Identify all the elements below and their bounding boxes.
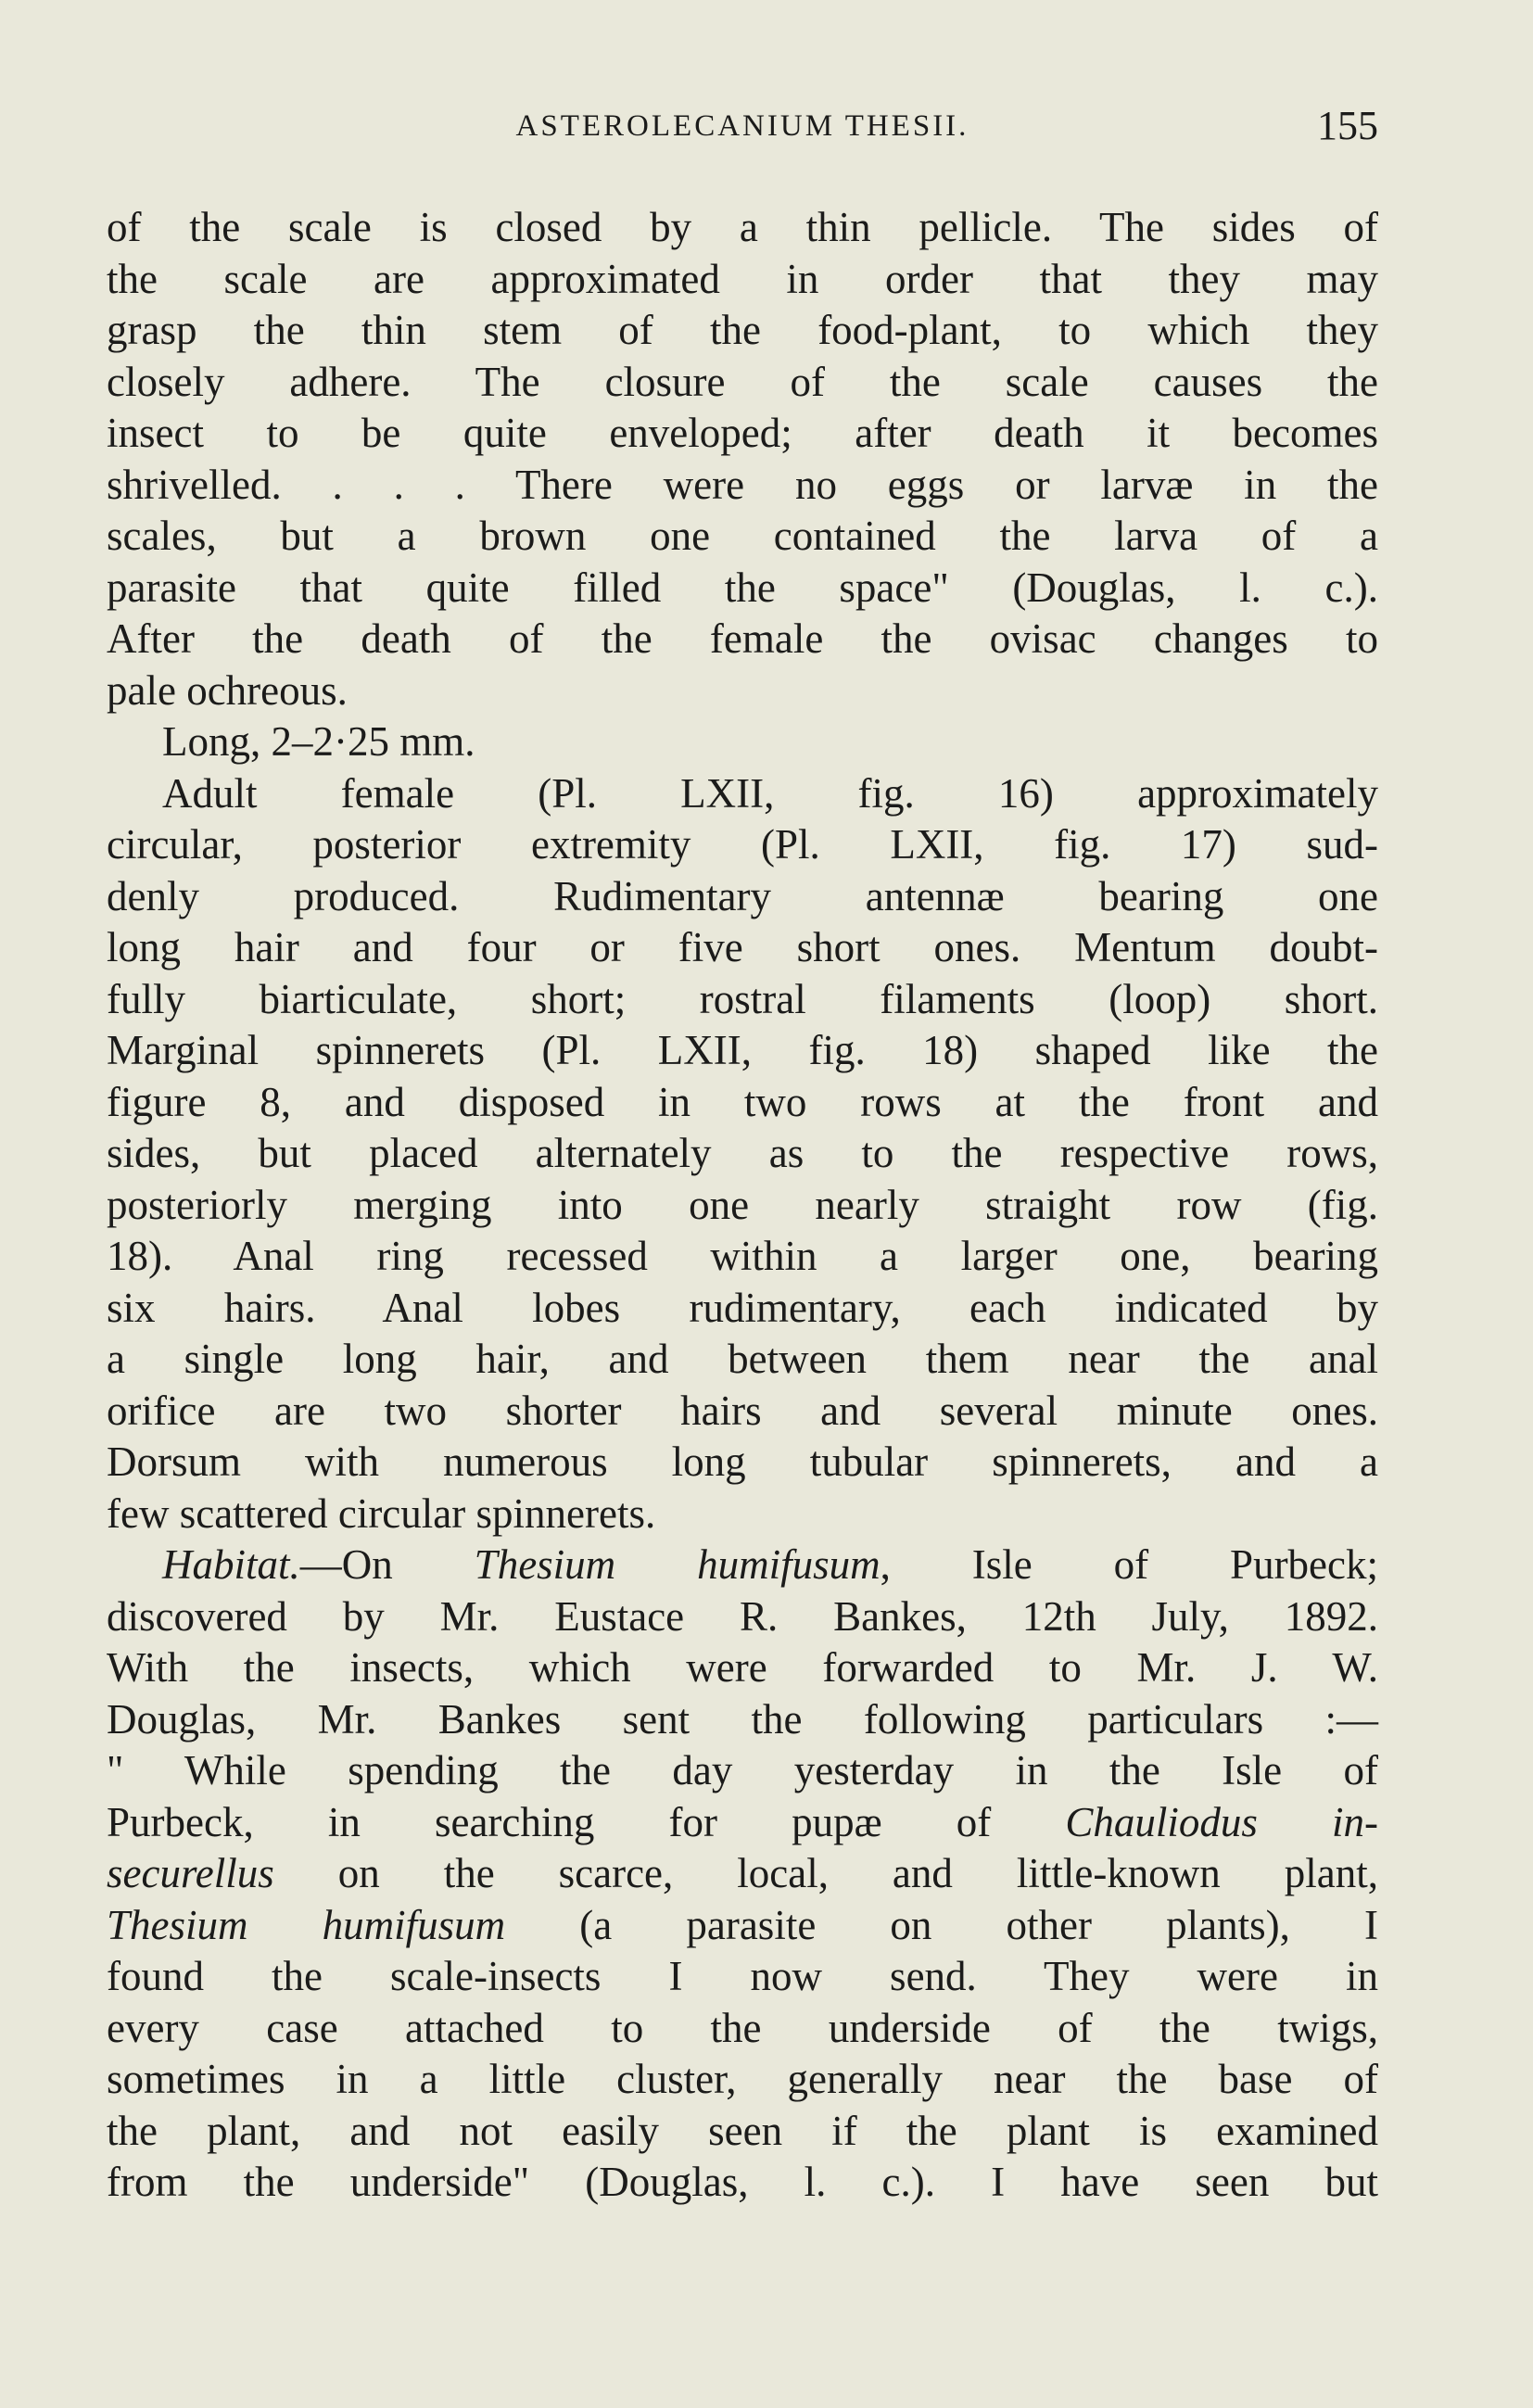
species-name: Thesium humifusum: [474, 1541, 881, 1588]
text-line: 18). Anal ring recessed within a larger one, bearing: [107, 1233, 1378, 1279]
running-title: ASTEROLECANIUM THESII.: [515, 109, 969, 143]
text-line: figure 8, and disposed in two rows at the front and: [107, 1078, 1378, 1125]
text-line: long hair and four or five short ones. Mentum doubt-: [107, 924, 1378, 970]
text-line: pale ochreous.: [107, 666, 348, 714]
text-line: orifice are two shorter hairs and several minute ones.: [107, 1387, 1378, 1434]
text-line: [107, 1797, 1378, 1849]
text-line: the plant, and not easily seen if the plant is examined: [107, 2107, 1378, 2154]
text-line: shrivelled. . . . There were no eggs or larvæ in the: [107, 461, 1378, 508]
text-segment: Purbeck, in searching for pupæ of: [107, 1798, 1066, 1845]
species-name: Chauliodus in-: [1065, 1798, 1378, 1845]
text-line: After the death of the female the ovisac changes to: [107, 615, 1378, 662]
species-name: Thesium humifusum: [107, 1901, 506, 1948]
text-line: Adult female (Pl. LXII, fig. 16) approximately: [162, 769, 1378, 817]
text-line: found the scale-insects I now send. They were in: [107, 1953, 1378, 1999]
text-line: Douglas, Mr. Bankes sent the following particulars :—: [107, 1695, 1378, 1743]
text-line: every case attached to the underside of the twigs,: [107, 2004, 1378, 2051]
text-segment: , Isle of Purbeck;: [880, 1541, 1378, 1588]
running-header: [107, 100, 1378, 156]
text-line: grasp the thin stem of the food-plant, to which they: [107, 307, 1378, 353]
text-line: [107, 1848, 1378, 1900]
text-line: the scale are approximated in order that they may: [107, 255, 1378, 302]
text-line: discovered by Mr. Eustace R. Bankes, 12th July, 1892.: [107, 1592, 1378, 1640]
text-line: [107, 1900, 1378, 1952]
text-line: With the insects, which were forwarded to Mr. J. W.: [107, 1644, 1378, 1691]
text-line: closely adhere. The closure of the scale causes the: [107, 358, 1378, 405]
text-segment: —On: [299, 1541, 475, 1588]
text-segment: (a parasite on other plants), I: [505, 1901, 1378, 1948]
text-line: from the underside" (Douglas, l. c.). I have seen but: [107, 2159, 1378, 2205]
page-number: 155: [1317, 103, 1378, 148]
text-line: Dorsum with numerous long tubular spinnerets, and a: [107, 1438, 1378, 1485]
text-line: six hairs. Anal lobes rudimentary, each indicated by: [107, 1284, 1378, 1331]
text-line: scales, but a brown one contained the larva of a: [107, 513, 1378, 559]
text-line: fully biarticulate, short; rostral filaments (loop) short.: [107, 975, 1378, 1022]
text-line: sometimes in a little cluster, generally near the base of: [107, 2056, 1378, 2102]
text-line: of the scale is closed by a thin pellicle. The sides of: [107, 204, 1378, 250]
text-line: sides, but placed alternately as to the respective rows,: [107, 1130, 1378, 1176]
body-text: [107, 202, 1378, 2209]
text-line: Marginal spinnerets (Pl. LXII, fig. 18) shaped like the: [107, 1027, 1378, 1073]
text-line: circular, posterior extremity (Pl. LXII, fig. 17) sud-: [107, 821, 1378, 868]
text-line: parasite that quite filled the space" (Douglas, l. c.).: [107, 564, 1378, 611]
habitat-label: Habitat.: [162, 1541, 300, 1588]
text-line: Long, 2–2·25 mm.: [162, 718, 475, 765]
text-segment: on the scarce, local, and little-known plant,: [273, 1850, 1378, 1896]
text-line: denly produced. Rudimentary antennæ bearing one: [107, 872, 1378, 919]
species-name: securellus: [107, 1850, 274, 1896]
text-line: " While spending the day yesterday in the Isle of: [107, 1747, 1378, 1793]
text-line: a single long hair, and between them near the anal: [107, 1336, 1378, 1382]
text-line: posteriorly merging into one nearly straight row (fig.: [107, 1181, 1378, 1228]
text-line: insect to be quite enveloped; after death it becomes: [107, 410, 1378, 456]
text-line: few scattered circular spinnerets.: [107, 1489, 656, 1537]
text-line: [107, 1540, 1378, 1591]
